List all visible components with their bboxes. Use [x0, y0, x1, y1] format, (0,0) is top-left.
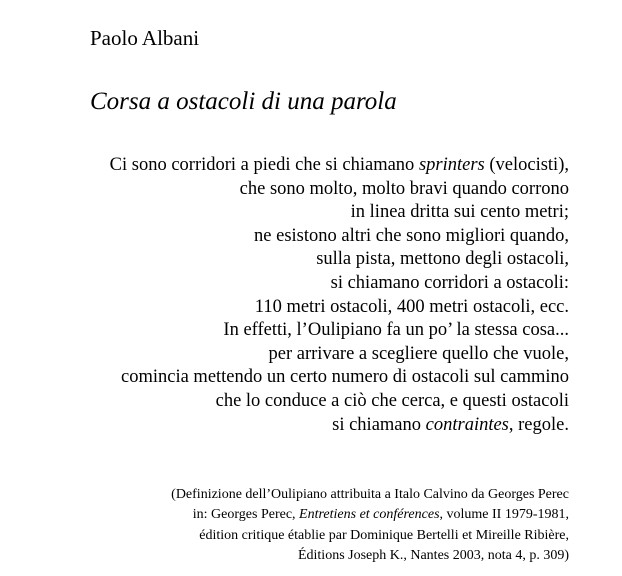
- poem-line-text: Ci sono corridori a piedi che si chiamano: [109, 155, 419, 175]
- poem-line: [110, 343, 569, 367]
- poem-line-text: che sono molto, molto bravi quando corrono: [239, 178, 569, 199]
- poem-title: Corsa a ostacoli di una parola: [90, 88, 397, 115]
- poem-line-text: sulla pista, mettono degli ostacoli,: [316, 249, 569, 270]
- note-line: [171, 526, 569, 546]
- poem-line-text: , regole.: [508, 414, 569, 435]
- poem-line: [110, 201, 569, 225]
- poem-line: [110, 225, 569, 249]
- poem-line: [110, 272, 569, 296]
- poem-line-text: comincia mettendo un certo numero di ostacoli sul cammino: [121, 367, 569, 388]
- poem-line-italic: sprinters: [418, 155, 485, 175]
- poem-line-text: (velocisti),: [484, 155, 569, 175]
- poem-line: [110, 178, 569, 202]
- note-line-text: , volume II 1979-1981,: [439, 507, 569, 523]
- note-line: [171, 505, 569, 525]
- poem-body: [110, 154, 569, 437]
- poem-line-text: In effetti, l’Oulipiano fa un po’ la stessa cosa...: [223, 320, 569, 341]
- note-line-text: Éditions Joseph K., Nantes 2003, nota 4, p. 309): [297, 547, 569, 563]
- note-line-text: édition critique établie par Dominique Bertelli et Mireille Ribière,: [199, 527, 569, 543]
- note-line: [171, 546, 569, 566]
- note-line-text: (Definizione dell’Oulipiano attribuita a Italo Calvino da Georges Perec: [171, 487, 569, 502]
- poem-line: [110, 319, 569, 343]
- poem-line-text: ne esistono altri che sono migliori quando,: [254, 225, 569, 246]
- poem-line: [110, 248, 569, 272]
- poem-line-italic: contraintes: [425, 414, 509, 435]
- poem-line: [110, 296, 569, 320]
- source-note: [171, 485, 569, 566]
- note-line-italic: Entretiens et conférences: [299, 507, 440, 523]
- author-name: Paolo Albani: [90, 26, 200, 50]
- note-line-text: in: Georges Perec,: [192, 507, 300, 523]
- poem-line: [110, 390, 569, 414]
- poem-line-text: si chiamano: [332, 414, 426, 435]
- poem-line-text: in linea dritta sui cento metri;: [350, 202, 569, 223]
- poem-line: [110, 154, 569, 178]
- poem-line: [110, 414, 569, 438]
- poem-line-text: per arrivare a scegliere quello che vuole,: [268, 343, 569, 364]
- poem-line-text: si chiamano corridori a ostacoli:: [330, 272, 569, 293]
- poem-line-text: 110 metri ostacoli, 400 metri ostacoli, ecc.: [254, 296, 569, 317]
- note-line: [171, 485, 569, 505]
- poem-line-text: che lo conduce a ciò che cerca, e questi ostacoli: [215, 390, 569, 411]
- poem-line: [110, 366, 569, 390]
